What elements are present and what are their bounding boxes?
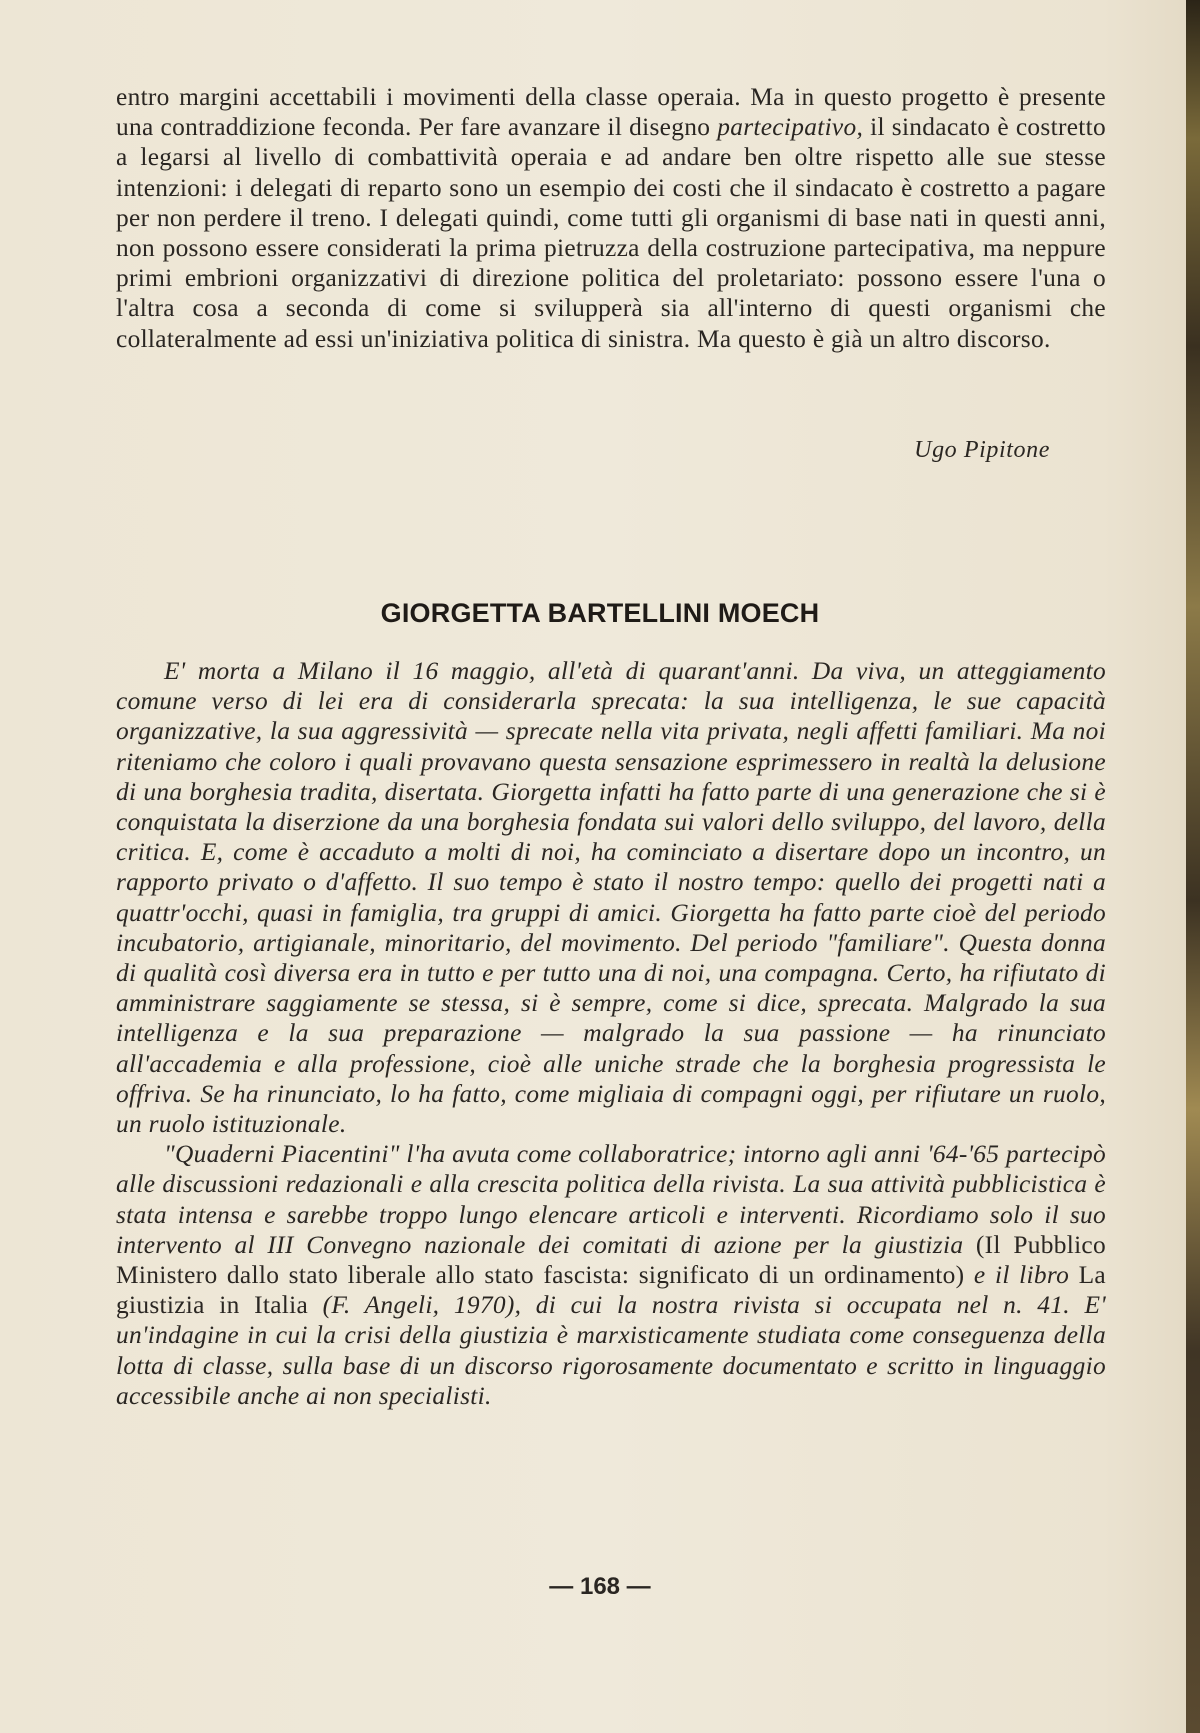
page-edge-shadow xyxy=(1186,0,1200,1733)
obituary-title: GIORGETTA BARTELLINI MOECH xyxy=(380,598,820,628)
paragraph: E' morta a Milano il 16 maggio, all'età di quarant'anni. Da viva, un atteggiamento comune verso di lei era di considerarla sprecata: la sua intelligenza, le sue capacità organizzative, la sua aggressività — sprecate nella vita privata, negli affetti familiari. Ma noi riteniamo che coloro i quali provavano questa sensazione esprimessero in realtà la delusione di una borghesia tradita, disertata. Giorgetta infatti ha fatto parte di una generazione che si è conquistata la diserzione da una borghesia fondata sui valori dello sviluppo, del lavoro, della critica. E, come è accaduto a molti di noi, ha cominciato a disertare dopo un incontro, un rapporto privato o d'affetto. Il suo tempo è stato il nostro tempo: quello dei progetti nati a quattr'occhi, quasi in famiglia, tra gruppi di amici. Giorgetta ha fatto parte cioè del periodo incubatorio, artigianale, minoritario, del movimento. Del periodo "familiare". Questa donna di qualità così diversa era in tutto e per tutto una di noi, una compagna. Certo, ha rifiutato di amministrare saggiamente se stessa, si è sempre, come si dice, sprecata. Malgrado la sua intelligenza e la sua preparazione — malgrado la sua passione — ha rinunciato all'accademia e alla professione, cioè alle uniche strade che la borghesia progressista le offriva. Se ha rinunciato, lo ha fatto, come migliaia di compagni oggi, per rifiutare un ruolo, un ruolo istituzionale. xyxy=(116,657,1106,1139)
paragraph: entro margini accettabili i movimenti della classe operaia. Ma in questo progetto è presente una contraddizione feconda. Per fare avanzare il disegno partecipativo, il sindacato è costretto a legarsi al livello di combattività operaia e ad andare ben oltre rispetto alle sue stesse intenzioni: i delegati di reparto sono un esempio dei costi che il sindacato è costretto a pagare per non perdere il treno. I delegati quindi, come tutti gli organismi di base nati in questi anni, non possono essere considerati la prima pietruzza della costruzione partecipativa, ma neppure primi embrioni organizzativi di direzione politica del proletariato: possono essere l'una o l'altra cosa a seconda di come si svilupperà sia all'interno di questi organismi che collateralmente ad essi un'iniziativa politica di sinistra. Ma questo è già un altro discorso. xyxy=(116,83,1106,353)
paragraph: "Quaderni Piacentini" l'ha avuta come collaboratrice; intorno agli anni '64-'65 partecipò alle discussioni redazionali e alla crescita politica della rivista. La sua attività pubblicistica è stata intensa e sarebbe troppo lungo elencare articoli e interventi. Ricordiamo solo il suo intervento al III Convegno nazionale dei comitati di azione per la giustizia (Il Pubblico Ministero dallo stato liberale allo stato fascista: significato di un ordinamento) e il libro La giustizia in Italia (F. Angeli, 1970), di cui la nostra rivista si occupata nel n. 41. E' un'indagine in cui la crisi della giustizia è marxisticamente studiata come conseguenza della lotta di classe, sulla base di un discorso rigorosamente documentato e scritto in linguaggio accessibile anche ai non specialisti. xyxy=(116,1140,1106,1410)
obituary-body xyxy=(116,656,1106,1411)
article-continuation xyxy=(116,82,1106,354)
page-number: — 168 — xyxy=(549,1573,651,1600)
author-signature: Ugo Pipitone xyxy=(914,437,1050,463)
